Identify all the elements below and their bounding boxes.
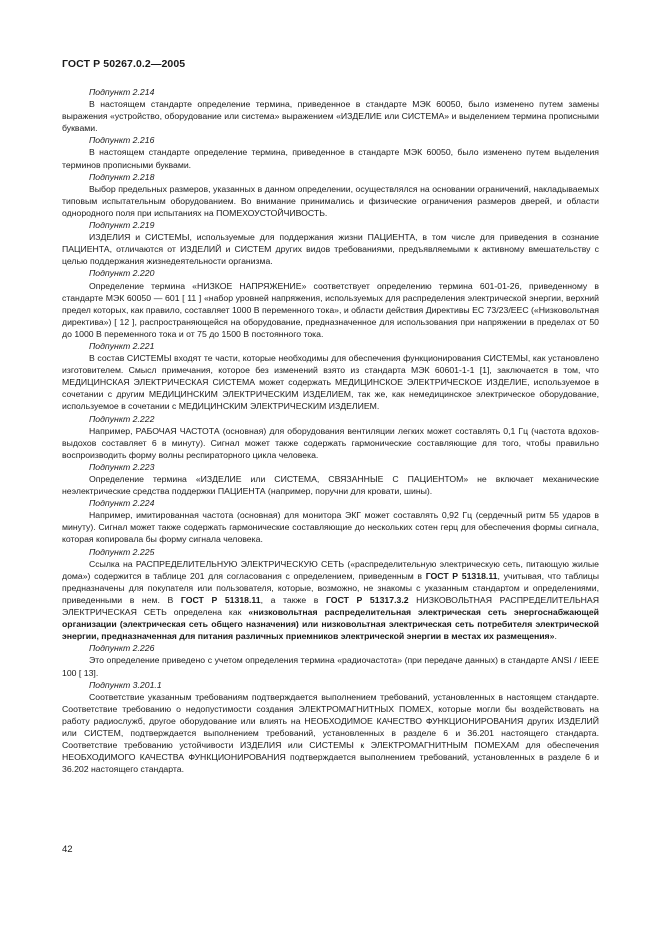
text-run: Определение термина «ИЗДЕЛИЕ или СИСТЕМА, СВЯЗАННЫЕ С ПАЦИЕНТОМ» не включает механические неэлектрические средства поддержки ПАЦИЕНТА (например, поручни для кровати, шины). <box>62 474 599 497</box>
document-body <box>62 86 599 775</box>
text-run: В настоящем стандарте определение термина, приведенное в стандарте МЭК 60050, было изменено путем выделения терминов прописными буквами. <box>62 147 599 170</box>
paragraph <box>62 691 599 776</box>
paragraph <box>62 280 599 340</box>
paragraph <box>62 352 599 412</box>
text-run: НИЗКОВОЛЬТНАЯ РАСПРЕДЕЛИТЕЛЬНАЯ ЭЛЕКТРИЧЕСКАЯ СЕТЬ определена как <box>62 594 599 618</box>
page-number: 42 <box>62 844 73 855</box>
text-run: Выбор предельных размеров, указанных в данном определении, осуществлялся на основании ограничений, накладываемых типовым испытательным оборудованием. Во внимание принимались и физические ограничения размеров дверей, и области однородного поля при испытаниях на ПОМЕХОУСТОЙЧИВОСТЬ. <box>62 183 599 218</box>
bold-text-run: ГОСТ Р 51318.11 <box>425 570 498 581</box>
text-run: Это определение приведено с учетом определения термина «радиочастота» (при передаче данных) в стандарте ANSI / IEEE 100 [ 13]. <box>62 655 599 678</box>
bold-text-run: «низковольтная распределительная электрическая сеть энергоснабжающей организации (электрическая сеть общего назначения) или низковольтная электрическая сеть потребителя электрической энергии, предназначенная для питания различных приемников электрической энергии в местах их размещения» <box>62 607 599 642</box>
text-run: , учитывая, что таблицы предназначены для покупателя или пользователя, которые, возможно, не знакомы с указанным стандартом и определениями, приведенными в нем. В <box>62 570 599 605</box>
subclause-label: Подпункт 2.226 <box>89 643 155 654</box>
subclause-label: Подпункт 2.219 <box>89 220 155 231</box>
subclause-label: Подпункт 3.201.1 <box>89 679 162 690</box>
paragraph <box>62 183 599 219</box>
subclause-label: Подпункт 2.221 <box>89 340 155 351</box>
paragraph <box>62 425 599 461</box>
text-run: В настоящем стандарте определение термина, приведенное в стандарте МЭК 60050, было изменено путем замены выражения «устройство, оборудование или система» выражением «ИЗДЕЛИЕ или СИСТЕМА» и выделением термина прописными буквами. <box>62 99 599 134</box>
paragraph <box>62 509 599 545</box>
paragraph <box>62 558 599 643</box>
paragraph <box>62 473 599 497</box>
text-run: , а также в <box>260 594 326 605</box>
document-header: ГОСТ Р 50267.0.2—2005 <box>62 58 186 70</box>
text-run: Определение термина «НИЗКОЕ НАПРЯЖЕНИЕ» соответствует определению термина 601-01-26, приведенному в стандарте МЭК 60050 — 601 [ 11 ] «набор уровней напряжения, используемых для распределения электрической энергии, верхний предел которых, как правило, составляет 1000 В переменного тока», и области действия Директивы ЕС 73/23/ЕЕС («Низковольтная директива») [ 12 ], распространяющейся на оборудование, предназначенное для использования при напряжении в пределах от 50 до 1000 В переменного тока и от 75 до 1500 В постоянного тока. <box>62 280 599 339</box>
text-run: Например, имитированная частота (основная) для монитора ЭКГ может составлять 0,92 Гц (сердечный ритм 55 ударов в минуту). Сигнал может также содержать гармонические составляющие до нескольких сотен герц для обеспечения формы сигнала, которая копировала бы форму сигнала человека. <box>62 510 599 545</box>
subclause-label: Подпункт 2.223 <box>89 461 155 472</box>
subclause-label: Подпункт 2.224 <box>89 498 155 509</box>
paragraph <box>62 231 599 267</box>
subclause-label: Подпункт 2.216 <box>89 135 155 146</box>
text-run: Например, РАБОЧАЯ ЧАСТОТА (основная) для оборудования вентиляции легких может составлять 0,1 Гц (частота вдохов-выдохов составляет 6 в минуту). Сигнал может также содержать гармонические составляющие для того, чтобы правильно воспроизводить форму волны респираторного цикла человека. <box>62 425 599 460</box>
text-run: Соответствие указанным требованиям подтверждается выполнением требований, установленных в настоящем стандарте. Соответствие требованию о недопустимости создания ЭЛЕКТРОМАГНИТНЫХ ПОМЕХ, которые могли бы воздействовать на работу радиослужб, другое оборудование или влиять на НЕОБХОДИМОЕ КАЧЕСТВО ФУНКЦИОНИРОВАНИЯ других ИЗДЕЛИЙ или СИСТЕМ, подтверждается выполнением требований, установленных в разделе 6 и 36.201 настоящего стандарта. Соответствие требованию устойчивости ИЗДЕЛИЯ или СИСТЕМЫ к ЭЛЕКТРОМАГНИТНЫМ ПОМЕХАМ для обеспечения НЕОБХОДИМОГО КАЧЕСТВА ФУНКЦИОНИРОВАНИЯ подтверждается выполнением требований, установленных в разделе 6 и 36.202 настоящего стандарта. <box>62 691 599 775</box>
subclause-label: Подпункт 2.218 <box>89 171 155 182</box>
text-run: ИЗДЕЛИЯ и СИСТЕМЫ, используемые для поддержания жизни ПАЦИЕНТА, в том числе для приведения в сознание ПАЦИЕНТА, отличаются от ИЗДЕЛИЙ и СИСТЕМ других видов требованиями, предъявляемыми к активному вмешательству с целью поддержания жизнедеятельности организма. <box>62 232 599 267</box>
subclause-label: Подпункт 2.220 <box>89 268 155 279</box>
text-run: В состав СИСТЕМЫ входят те части, которые необходимы для обеспечения функционирования СИСТЕМЫ, как установлено изготовителем. Смысл примечания, которое без изменений взято из стандарта МЭК 60601-1-1 [1], заключается в том, что МЕДИЦИНСКАЯ ЭЛЕКТРИЧЕСКАЯ СИСТЕМА может содержать МЕДИЦИНСКОЕ ЭЛЕКТРИЧЕСКОЕ ИЗДЕЛИЕ, используемое в сочетании с другим МЕДИЦИНСКИМ ЭЛЕКТРИЧЕСКИМ ИЗДЕЛИЕМ, так же, как немедицинское электрическое оборудование, используемое в сочетании с МЕДИЦИНСКИМ ЭЛЕКТРИЧЕСКИМ ИЗДЕЛИЕМ. <box>62 353 599 412</box>
paragraph <box>62 98 599 134</box>
paragraph <box>62 654 599 678</box>
text-run: . <box>554 631 557 642</box>
subclause-label: Подпункт 2.225 <box>89 546 155 557</box>
paragraph <box>62 146 599 170</box>
subclause-label: Подпункт 2.222 <box>89 413 155 424</box>
bold-text-run: ГОСТ Р 51318.11 <box>180 594 261 605</box>
text-run: Ссылка на РАСПРЕДЕЛИТЕЛЬНУЮ ЭЛЕКТРИЧЕСКУЮ СЕТЬ («распределительную электрическую сеть, питающую жилые дома») содержится в таблице 201 для согласования с определением, приведенным в <box>62 558 599 581</box>
bold-text-run: ГОСТ Р 51317.3.2 <box>326 594 409 605</box>
subclause-label: Подпункт 2.214 <box>89 87 155 97</box>
